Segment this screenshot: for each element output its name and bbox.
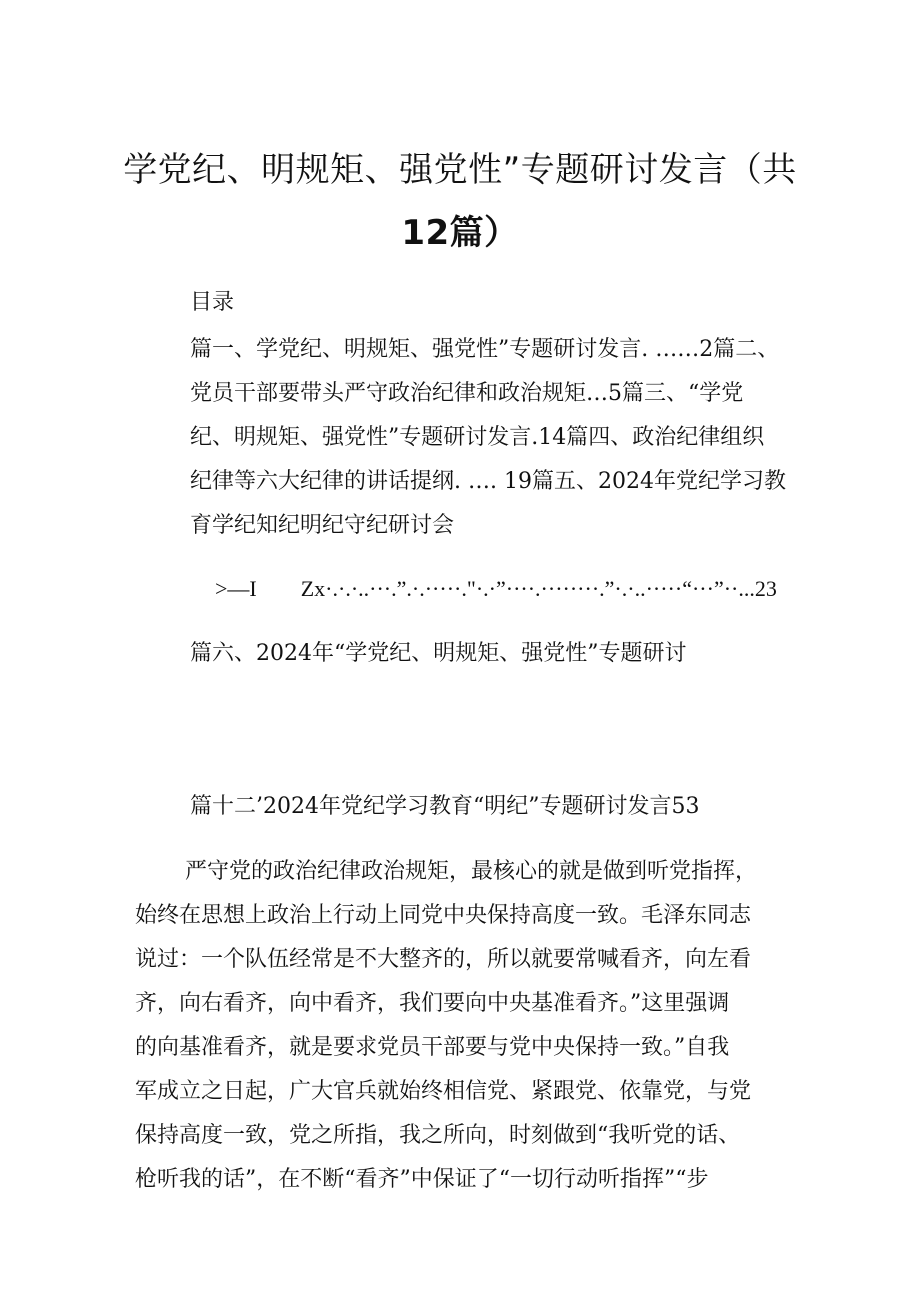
body-line: 枪听我的话”，在不断“看齐”中保证了“一切行动听指挥”“步 bbox=[135, 1167, 709, 1192]
toc-item-twelve: 篇十二’2024年党纪学习教育“明纪”专题研讨发言53 bbox=[190, 794, 700, 819]
document-title-line-1: 学党纪、明规矩、强党性”专题研讨发言（共 bbox=[123, 150, 797, 190]
toc-list bbox=[190, 328, 786, 548]
body-line: 齐，向右看齐，向中看齐，我们要向中央基准看齐。”这里强调 bbox=[135, 991, 730, 1016]
toc-dot-leader-line bbox=[215, 576, 777, 602]
body-line: 军成立之日起，广大官兵就始终相信党、紧跟党、依靠党，与党 bbox=[135, 1079, 752, 1104]
toc-item-six: 篇六、2024年“学党纪、明规矩、强党性”专题研讨 bbox=[190, 641, 687, 666]
body-line: 严守党的政治纪律政治规矩，最核心的就是做到听党指挥， bbox=[185, 859, 758, 884]
toc-line: 党员干部要带头严守政治纪律和政治规矩…5篇三、“学党 bbox=[190, 381, 744, 406]
toc-line: 篇一、学党纪、明规矩、强党性”专题研讨发言. ……2篇二、 bbox=[190, 337, 780, 362]
body-line: 说过：一个队伍经常是不大整齐的，所以就要常喊看齐，向左看 bbox=[135, 947, 752, 972]
document-title-line-2: 12篇） bbox=[401, 213, 519, 253]
body-line: 的向基准看齐，就是要求党员干部要与党中央保持一致。”自我 bbox=[135, 1035, 730, 1060]
body-paragraph bbox=[135, 850, 795, 1202]
toc-line: 纪、明规矩、强党性”专题研讨发言.14篇四、政治纪律组织 bbox=[190, 425, 765, 450]
toc-dots-left: >—I bbox=[215, 576, 257, 601]
toc-line: 育学纪知纪明纪守纪研讨会 bbox=[190, 513, 455, 538]
toc-line: 纪律等六大纪律的讲话提纲. …. 19篇五、2024年党纪学习教 bbox=[190, 469, 786, 494]
body-line: 保持高度一致，党之所指，我之所向，时刻做到“我听党的话、 bbox=[135, 1123, 741, 1148]
toc-heading: 目录 bbox=[190, 290, 235, 315]
body-line: 始终在思想上政治上行动上同党中央保持高度一致。毛泽东同志 bbox=[135, 903, 752, 928]
toc-dots-right: Zx·.·.·..···.”.·.·····."·.·”····.········.”·.·..·····“···”··...23 bbox=[300, 576, 777, 601]
